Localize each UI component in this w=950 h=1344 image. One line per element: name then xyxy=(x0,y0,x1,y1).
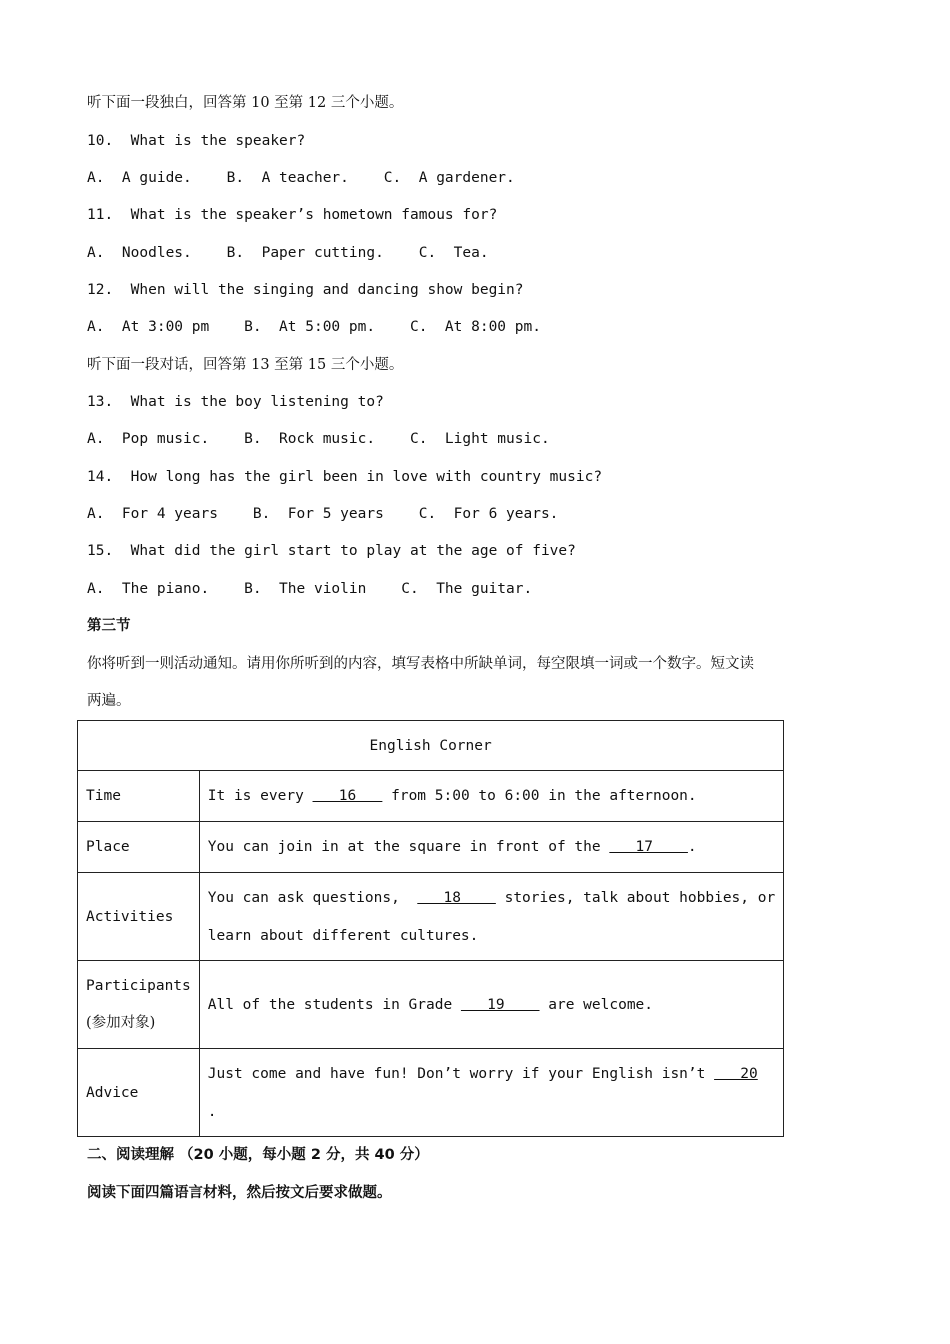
row-value-participants xyxy=(199,961,783,1049)
participants-label: Participants xyxy=(86,977,191,994)
blank-19: 19 xyxy=(460,996,540,1013)
blank-16: 16 xyxy=(312,788,383,804)
row-value-advice xyxy=(199,1049,783,1137)
participants-text-post: are welcome. xyxy=(539,996,654,1013)
row-label-place: Place xyxy=(78,822,200,873)
blank-18: 18 xyxy=(417,889,496,906)
table-header: English Corner xyxy=(78,721,784,771)
question-13-options: A. Pop music. B. Rock music. C. Light music. xyxy=(87,431,550,447)
table-row-activities xyxy=(78,873,784,961)
dialogue-intro: 听下面一段对话，回答第 13 至第 15 三个小题。 xyxy=(87,357,404,373)
row-label-time: Time xyxy=(78,771,200,822)
place-text-post: . xyxy=(687,839,697,855)
row-label-participants xyxy=(78,961,200,1049)
section-3-instruction-line2: 两遍。 xyxy=(87,693,131,709)
advice-line1 xyxy=(208,1055,775,1093)
table-row-participants xyxy=(78,961,784,1049)
question-13: 13. What is the boy listening to? xyxy=(87,394,384,410)
table-row-advice xyxy=(78,1049,784,1137)
question-15: 15. What did the girl start to play at the age of five? xyxy=(87,543,576,559)
activities-line2: learn about different cultures. xyxy=(207,927,479,944)
row-label-activities: Activities xyxy=(78,873,200,961)
question-11: 11. What is the speaker’s hometown famous for? xyxy=(87,207,498,223)
question-14: 14. How long has the girl been in love with country music? xyxy=(87,469,603,485)
place-text-pre: You can join in at the square in front of the xyxy=(207,839,610,855)
part-2-title: 二、阅读理解 （20 小题，每小题 2 分，共 40 分） xyxy=(87,1147,429,1163)
question-15-options: A. The piano. B. The violin C. The guitar. xyxy=(87,581,533,597)
row-value-time xyxy=(199,771,783,822)
row-value-activities xyxy=(199,873,783,961)
table-row-place xyxy=(78,822,784,873)
activities-line1 xyxy=(208,879,775,917)
row-value-place xyxy=(199,822,783,873)
participants-label-cn: (参加对象) xyxy=(86,1014,156,1031)
section-3-title: 第三节 xyxy=(87,618,131,634)
advice-text-pre: Just come and have fun! Don’t worry if your English isn’t xyxy=(207,1065,715,1082)
participants-text-pre: All of the students in Grade xyxy=(207,996,461,1013)
time-text-pre: It is every xyxy=(207,788,313,804)
question-10: 10. What is the speaker? xyxy=(87,133,306,149)
table-header-row xyxy=(78,721,784,771)
part-2-instruction: 阅读下面四篇语言材料，然后按文后要求做题。 xyxy=(87,1185,392,1201)
activities-text-post: stories, talk about hobbies, or xyxy=(495,889,776,906)
table-row-time xyxy=(78,771,784,822)
question-14-options: A. For 4 years B. For 5 years C. For 6 years. xyxy=(87,506,559,522)
blank-20: 20 xyxy=(714,1065,758,1082)
advice-line2: . xyxy=(207,1103,217,1120)
activities-text-pre: You can ask questions, xyxy=(207,889,418,906)
question-12: 12. When will the singing and dancing show begin? xyxy=(87,282,524,298)
monologue-intro: 听下面一段独白，回答第 10 至第 12 三个小题。 xyxy=(87,95,404,111)
row-label-advice: Advice xyxy=(78,1049,200,1137)
blank-17: 17 xyxy=(609,839,688,855)
section-3-instruction-line1: 你将听到一则活动通知。请用你所听到的内容，填写表格中所缺单词，每空限填一词或一个数字。短文读 xyxy=(87,656,754,672)
english-corner-table xyxy=(77,720,784,1137)
question-10-options: A. A guide. B. A teacher. C. A gardener. xyxy=(87,170,515,186)
time-text-post: from 5:00 to 6:00 in the afternoon. xyxy=(382,788,697,804)
question-12-options: A. At 3:00 pm B. At 5:00 pm. C. At 8:00 pm. xyxy=(87,319,541,335)
question-11-options: A. Noodles. B. Paper cutting. C. Tea. xyxy=(87,245,489,261)
